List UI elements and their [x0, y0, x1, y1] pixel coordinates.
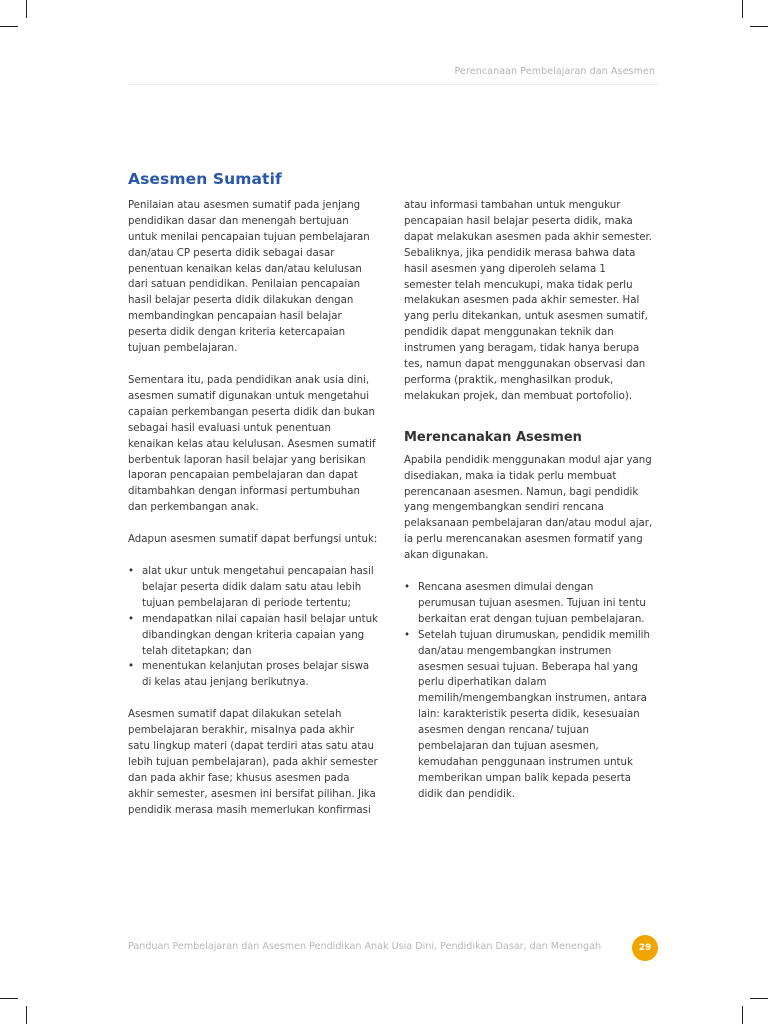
paragraph: Sementara itu, pada pendidikan anak usia dini, asesmen sumatif digunakan untuk mengetahui capaian perkembangan peserta didik dan bukan sebagai hasil evaluasi untuk penentuan kenaikan kelas atau kelulusan. Asesmen sumatif berbentuk laporan hasil belajar yang berisikan laporan pencapaian pembelajaran dan dapat ditambahkan dengan informasi pertumbuhan dan perkembangan anak. [128, 374, 376, 514]
right-column [404, 198, 654, 819]
left-column [128, 172, 378, 835]
section-title: Asesmen Sumatif [128, 170, 282, 188]
bullet-list [404, 580, 654, 803]
crop-mark-top-left [0, 26, 18, 27]
bullet-list [128, 564, 378, 691]
crop-mark-top-right [750, 26, 768, 27]
list-item: • alat ukur untuk mengetahui pencapaian hasil belajar peserta didik dalam satu atau lebih tujuan pembelajaran di periode tertentu; [128, 564, 378, 612]
crop-mark-bottom-right [750, 998, 768, 999]
list-item: • Setelah tujuan dirumuskan, pendidik memilih dan/atau mengembangkan instrumen asesmen sesuai tujuan. Beberapa hal yang perlu diperhatikan dalam memilih/mengembangkan instrumen, antara lain: karakteristik peserta didik, kesesuaian asesmen dengan rencana/ tujuan pembelajaran dan tujuan asesmen, kemudahan penggunaan instrumen untuk memberikan umpan balik kepada peserta didik dan pendidik. [404, 628, 654, 803]
page-number-badge: 29 [632, 935, 658, 961]
paragraph: Apabila pendidik menggunakan modul ajar yang disediakan, maka ia tidak perlu membuat perencanaan asesmen. Namun, bagi pendidik yang mengembangkan sendiri rencana pelaksanaan pembelajaran dan/atau modul ajar, ia perlu merencanakan asesmen formatif yang akan digunakan. [404, 454, 653, 562]
header-divider [128, 84, 658, 85]
running-header: Perencanaan Pembelajaran dan Asesmen [454, 66, 655, 77]
list-item: • mendapatkan nilai capaian hasil belajar untuk dibandingkan dengan kriteria capaian yang telah ditetapkan; dan [128, 612, 378, 660]
crop-mark-bottom-right [742, 1006, 743, 1024]
crop-mark-bottom-left [0, 998, 18, 999]
paragraph: Penilaian atau asesmen sumatif pada jenjang pendidikan dasar dan menengah bertujuan untuk menilai pencapaian tujuan pembelajaran dan/atau CP peserta didik sebagai dasar penentuan kenaikan kelas dan/atau kelulusan dari satuan pendidikan. Penilaian pencapaian hasil belajar peserta didik dilakukan dengan membandingkan pencapaian hasil belajar peserta didik dengan kriteria ketercapaian tujuan pembelajaran. [128, 199, 370, 355]
subsection-title: Merencanakan Asesmen [404, 429, 582, 445]
footer-book-title: Panduan Pembelajaran dan Asesmen Pendidikan Anak Usia Dini, Pendidikan Dasar, dan Menengah [128, 941, 602, 952]
paragraph: atau informasi tambahan untuk mengukur pencapaian hasil belajar peserta didik, maka dapat melakukan asesmen pada akhir semester. Sebaliknya, jika pendidik merasa bahwa data hasil asesmen yang diperoleh selama 1 semester telah mencukupi, maka tidak perlu melakukan asesmen pada akhir semester. Hal yang perlu ditekankan, untuk asesmen sumatif, pendidik dapat menggunakan teknik dan instrumen yang beragam, tidak hanya berupa tes, namun dapat menggunakan observasi dan performa (praktik, menghasilkan produk, melakukan projek, dan membuat portofolio). [404, 200, 652, 402]
paragraph: Asesmen sumatif dapat dilakukan setelah pembelajaran berakhir, misalnya pada akhir satu lingkup materi (dapat terdiri atas satu atau lebih tujuan pembelajaran), pada akhir semester dan pada akhir fase; khusus asesmen pada akhir semester, asesmen ini bersifat pilihan. Jika pendidik merasa masih memerlukan konfirmasi [128, 709, 378, 816]
crop-mark-top-right [742, 0, 743, 18]
list-item: • menentukan kelanjutan proses belajar siswa di kelas atau jenjang berikutnya. [128, 659, 378, 691]
crop-mark-top-left [26, 0, 27, 18]
list-item: • Rencana asesmen dimulai dengan perumusan tujuan asesmen. Tujuan ini tentu berkaitan erat dengan tujuan pembelajaran. [404, 580, 654, 628]
crop-mark-bottom-left [26, 1006, 27, 1024]
paragraph: Adapun asesmen sumatif dapat berfungsi untuk: [128, 534, 378, 546]
